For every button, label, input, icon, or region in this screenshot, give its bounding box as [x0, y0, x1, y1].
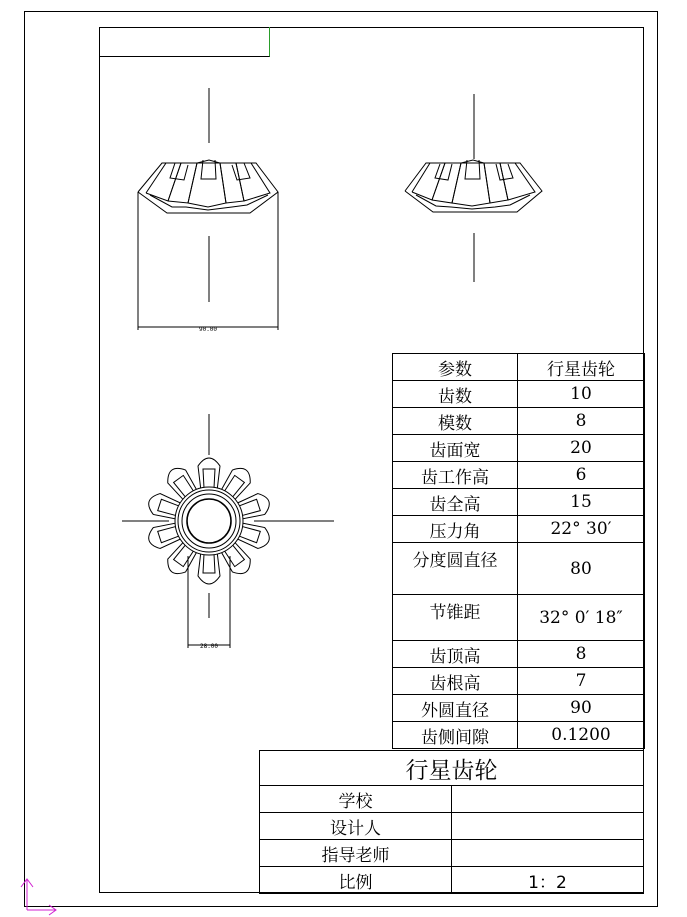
param-row	[393, 722, 645, 749]
plan-view-gear	[122, 414, 334, 650]
scale-label: 比例	[260, 867, 452, 894]
param-row	[393, 408, 645, 435]
param-header-value: 行星齿轮	[518, 354, 645, 381]
param-row	[393, 695, 645, 722]
param-value: 15	[518, 489, 645, 516]
param-row	[393, 641, 645, 668]
param-row	[393, 489, 645, 516]
dimension-front-text: 90.00	[198, 326, 218, 333]
param-label: 外圆直径	[393, 695, 518, 722]
param-value: 6	[518, 462, 645, 489]
param-row	[393, 595, 645, 641]
dimension-plan-text: 28.00	[199, 643, 219, 650]
param-value: 8	[518, 641, 645, 668]
param-value: 0.1200	[518, 722, 645, 749]
param-value: 10	[518, 381, 645, 408]
param-value: 90	[518, 695, 645, 722]
param-row	[393, 516, 645, 543]
param-value: 7	[518, 668, 645, 695]
drawing-title: 行星齿轮	[260, 751, 644, 786]
param-value: 8	[518, 408, 645, 435]
param-label: 节锥距	[393, 595, 518, 641]
ucs-axis-icon	[21, 879, 56, 915]
scale-value: 1：2	[452, 867, 644, 894]
advisor-value	[452, 840, 644, 867]
parameter-table	[392, 353, 645, 749]
param-label: 齿数	[393, 381, 518, 408]
param-header-label: 参数	[393, 354, 518, 381]
param-value: 80	[518, 543, 645, 595]
param-label: 齿工作高	[393, 462, 518, 489]
school-label: 学校	[260, 786, 452, 813]
param-value: 20	[518, 435, 645, 462]
param-row	[393, 381, 645, 408]
front-view-gear	[138, 88, 278, 333]
param-row	[393, 462, 645, 489]
designer-value	[452, 813, 644, 840]
param-row	[393, 668, 645, 695]
param-label: 模数	[393, 408, 518, 435]
param-label: 齿面宽	[393, 435, 518, 462]
param-label: 齿顶高	[393, 641, 518, 668]
param-row	[393, 435, 645, 462]
param-value: 22° 30′	[518, 516, 645, 543]
param-label: 压力角	[393, 516, 518, 543]
side-view-gear	[405, 94, 542, 282]
school-value	[452, 786, 644, 813]
param-value: 32° 0′ 18″	[518, 595, 645, 641]
param-label: 齿根高	[393, 668, 518, 695]
param-header-row	[393, 354, 645, 381]
param-label: 齿全高	[393, 489, 518, 516]
title-block	[259, 750, 644, 894]
advisor-label: 指导老师	[260, 840, 452, 867]
param-row	[393, 543, 645, 595]
designer-label: 设计人	[260, 813, 452, 840]
param-label: 分度圆直径	[393, 543, 518, 595]
param-label: 齿侧间隙	[393, 722, 518, 749]
